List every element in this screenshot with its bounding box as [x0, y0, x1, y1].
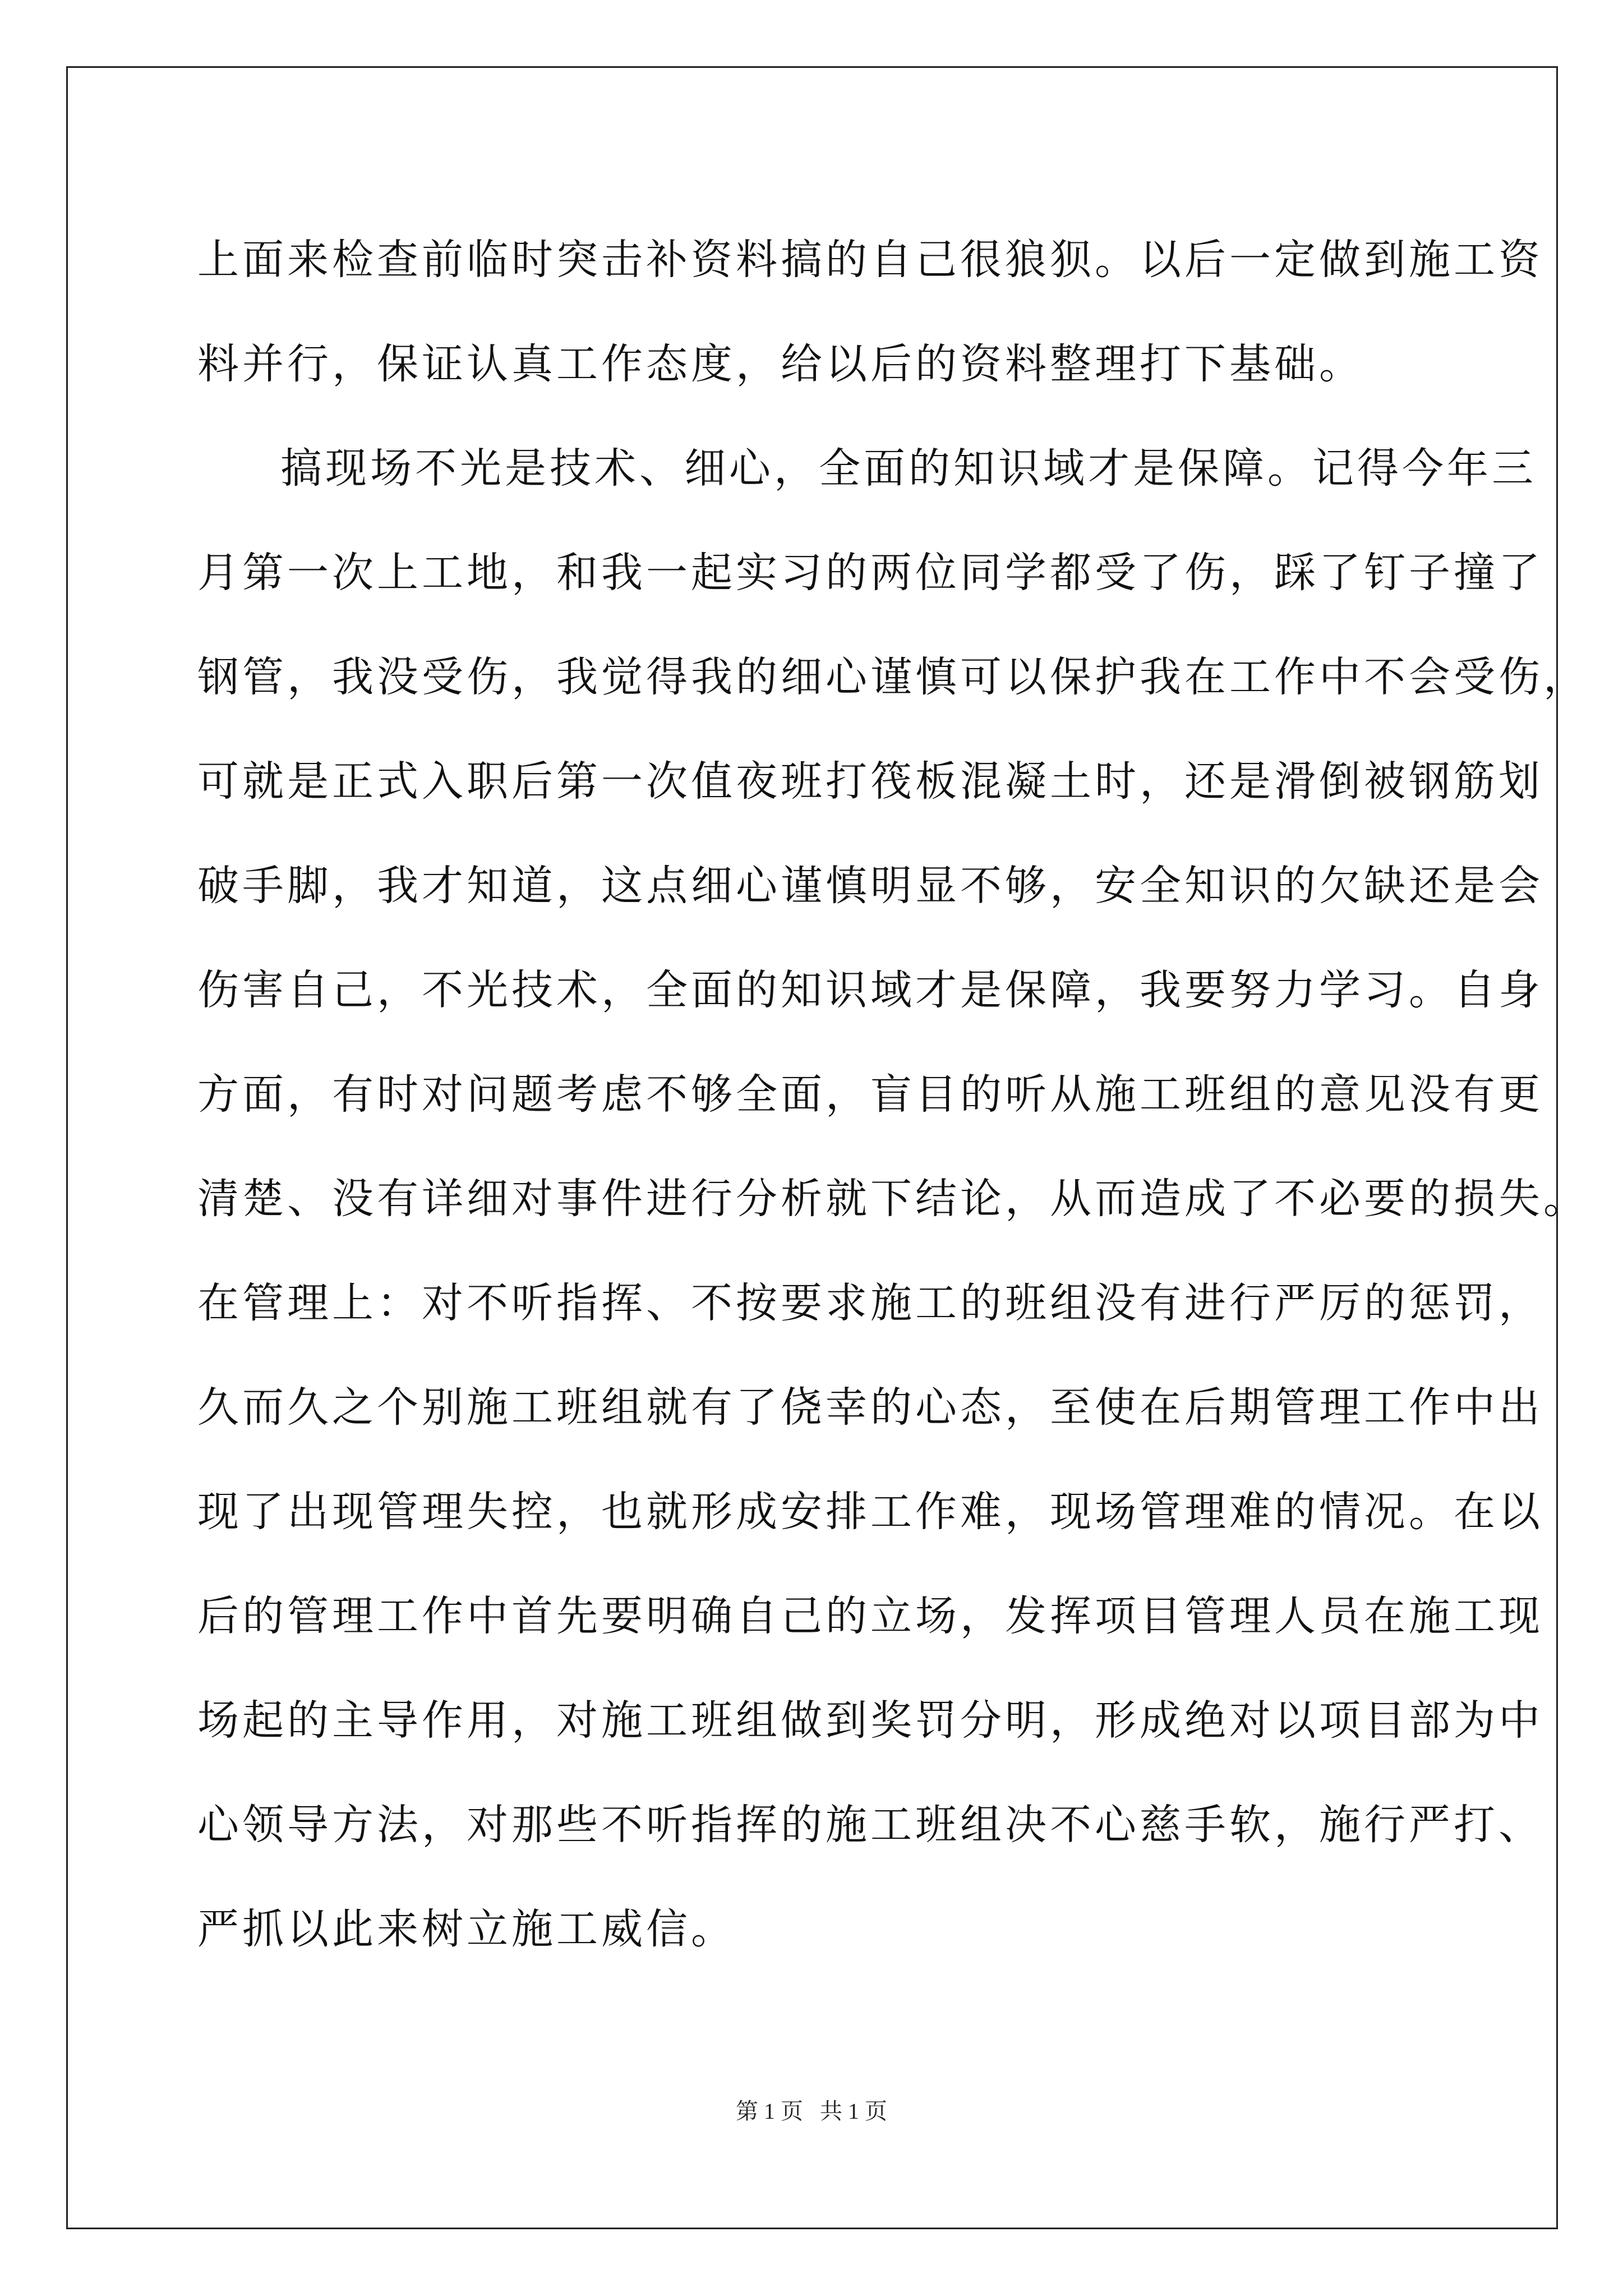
text-line: 场起的主导作用，对施工班组做到奖罚分明，形成绝对以项目部为中 — [197, 1696, 1543, 1745]
text-line: 久而久之个别施工班组就有了侥幸的心态，至使在后期管理工作中出 — [197, 1383, 1543, 1432]
text-line: 料并行，保证认真工作态度，给以后的资料整理打下基础。 — [197, 340, 1364, 388]
text-line: 钢管，我没受伤，我觉得我的细心谨慎可以保护我在工作中不会受伤， — [197, 653, 1588, 701]
text-line: 上面来检查前临时突击补资料搞的自己很狼狈。以后一定做到施工资 — [197, 236, 1543, 284]
text-line: 方面，有时对问题考虑不够全面，盲目的听从施工班组的意见没有更 — [197, 1070, 1543, 1119]
paragraph-start-line: 搞现场不光是技术、细心，全面的知识域才是保障。记得今年三 — [280, 444, 1537, 493]
text-line: 清楚、没有详细对事件进行分析就下结论，从而造成了不必要的损失。 — [197, 1175, 1588, 1223]
document-body — [197, 208, 1588, 1981]
text-line: 在管理上：对不听指挥、不按要求施工的班组没有进行严厉的惩罚， — [197, 1279, 1543, 1327]
text-line: 伤害自己，不光技术，全面的知识域才是保障，我要努力学习。自身 — [197, 966, 1543, 1014]
text-line: 月第一次上工地，和我一起实习的两位同学都受了伤，踩了钉子撞了 — [197, 549, 1543, 597]
text-line: 严抓以此来树立施工威信。 — [197, 1905, 736, 1953]
page-number-footer: 第 1 页 共 1 页 — [736, 2099, 887, 2124]
text-line: 可就是正式入职后第一次值夜班打筏板混凝土时，还是滑倒被钢筋划 — [197, 757, 1543, 806]
text-line: 现了出现管理失控，也就形成安排工作难，现场管理难的情况。在以 — [197, 1488, 1543, 1536]
text-line: 心领导方法，对那些不听指挥的施工班组决不心慈手软，施行严打、 — [197, 1801, 1543, 1849]
text-line: 后的管理工作中首先要明确自己的立场，发挥项目管理人员在施工现 — [197, 1592, 1543, 1640]
text-line: 破手脚，我才知道，这点细心谨慎明显不够，安全知识的欠缺还是会 — [197, 862, 1543, 910]
